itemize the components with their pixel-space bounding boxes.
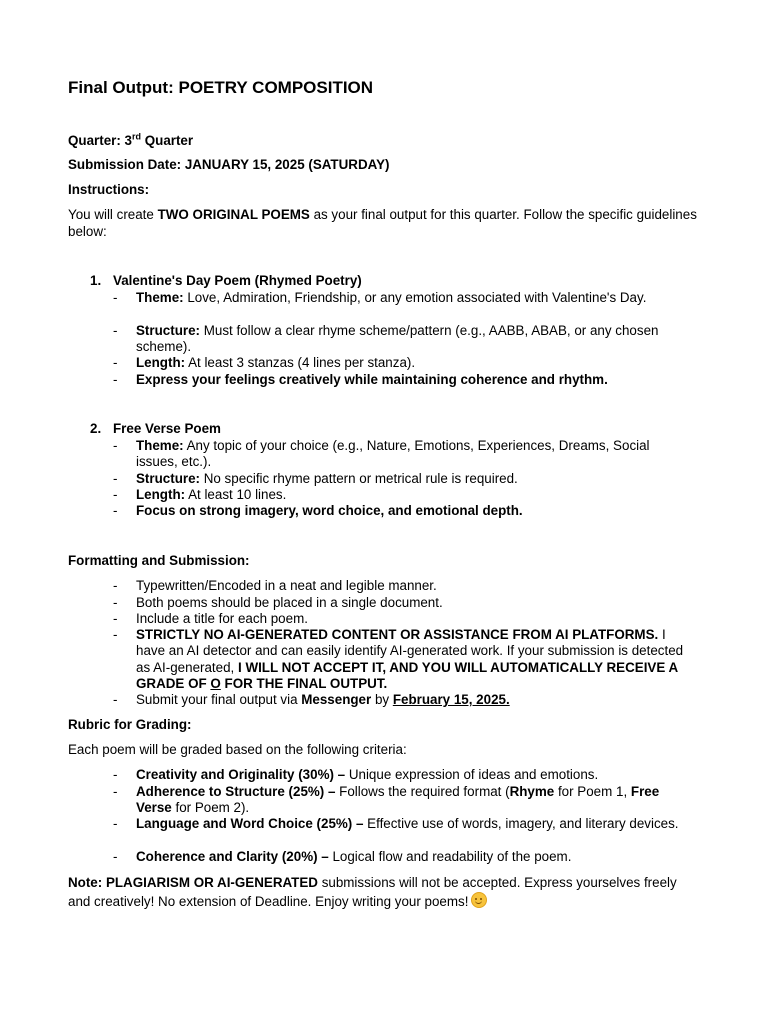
- rubric-heading: Rubric for Grading:: [68, 717, 192, 732]
- poem1-theme: Theme: Love, Admiration, Friendship, or any emotion associated with Valentine's Day.: [136, 290, 647, 305]
- formatting-item: Both poems should be placed in a single document.: [136, 595, 443, 610]
- smiling-face-icon: [471, 892, 487, 908]
- formatting-item: Typewritten/Encoded in a neat and legible manner.: [136, 578, 437, 593]
- rubric-coherence: Coherence and Clarity (20%) – Logical flow and readability of the poem.: [136, 849, 572, 864]
- bullet: -: [113, 438, 118, 453]
- note-paragraph: Note: PLAGIARISM OR AI-GENERATED submissions will not be accepted. Express yourselves freely and creatively! No extension of Deadline. Enjoy writing your poems!: [68, 875, 677, 909]
- bullet: -: [113, 471, 118, 486]
- poem1-heading: Valentine's Day Poem (Rhymed Poetry): [113, 273, 362, 288]
- bullet: -: [113, 290, 118, 305]
- poem2-heading: Free Verse Poem: [113, 421, 221, 436]
- ai-warning: STRICTLY NO AI-GENERATED CONTENT OR ASSISTANCE FROM AI PLATFORMS. I have an AI detector and can easily identify AI-generated work. If your submission is detected as AI-generated, I WILL NOT ACCEPT IT, AND YOU WILL AUTOMATICALLY RECEIVE A GRADE OF O FOR THE FINAL OUTPUT.: [136, 627, 684, 691]
- bullet: -: [113, 372, 118, 387]
- bullet: -: [113, 595, 118, 610]
- poem1-express: Express your feelings creatively while maintaining coherence and rhythm.: [136, 372, 608, 387]
- bullet: -: [113, 323, 118, 338]
- instructions-heading: Instructions:: [68, 182, 150, 197]
- poem1-number: 1.: [90, 273, 102, 288]
- formatting-item: Include a title for each poem.: [136, 611, 308, 626]
- document-title: Final Output: POETRY COMPOSITION: [68, 78, 374, 97]
- bullet: -: [113, 692, 118, 707]
- poem1-structure: Structure: Must follow a clear rhyme scheme/pattern (e.g., AABB, ABAB, or any chosen scheme).: [136, 323, 659, 355]
- bullet: -: [113, 767, 118, 782]
- intro-paragraph: You will create TWO ORIGINAL POEMS as your final output for this quarter. Follow the specific guidelines below:: [68, 207, 697, 239]
- submission-date: Submission Date: JANUARY 15, 2025 (SATURDAY): [68, 157, 390, 172]
- bullet: -: [113, 849, 118, 864]
- poem1-length: Length: At least 3 stanzas (4 lines per stanza).: [136, 355, 416, 370]
- poem2-focus: Focus on strong imagery, word choice, and emotional depth.: [136, 503, 523, 518]
- formatting-heading: Formatting and Submission:: [68, 553, 250, 568]
- rubric-language: Language and Word Choice (25%) – Effective use of words, imagery, and literary devices.: [136, 816, 679, 831]
- bullet: -: [113, 578, 118, 593]
- submit-instruction: Submit your final output via Messenger by February 15, 2025.: [136, 692, 510, 707]
- bullet: -: [113, 487, 118, 502]
- rubric-creativity: Creativity and Originality (30%) – Unique expression of ideas and emotions.: [136, 767, 599, 782]
- poem2-length: Length: At least 10 lines.: [136, 487, 287, 502]
- bullet: -: [113, 784, 118, 799]
- bullet: -: [113, 627, 118, 642]
- poem2-theme: Theme: Any topic of your choice (e.g., Nature, Emotions, Experiences, Dreams, Social issues, etc.).: [136, 438, 650, 470]
- quarter-line: Quarter: 3rd Quarter: [68, 131, 194, 148]
- bullet: -: [113, 816, 118, 831]
- poem2-number: 2.: [90, 421, 102, 436]
- rubric-intro: Each poem will be graded based on the following criteria:: [68, 742, 407, 757]
- bullet: -: [113, 503, 118, 518]
- rubric-adherence: Adherence to Structure (25%) – Follows the required format (Rhyme for Poem 1, Free Verse for Poem 2).: [136, 784, 660, 816]
- bullet: -: [113, 611, 118, 626]
- bullet: -: [113, 355, 118, 370]
- poem2-structure: Structure: No specific rhyme pattern or metrical rule is required.: [136, 471, 518, 486]
